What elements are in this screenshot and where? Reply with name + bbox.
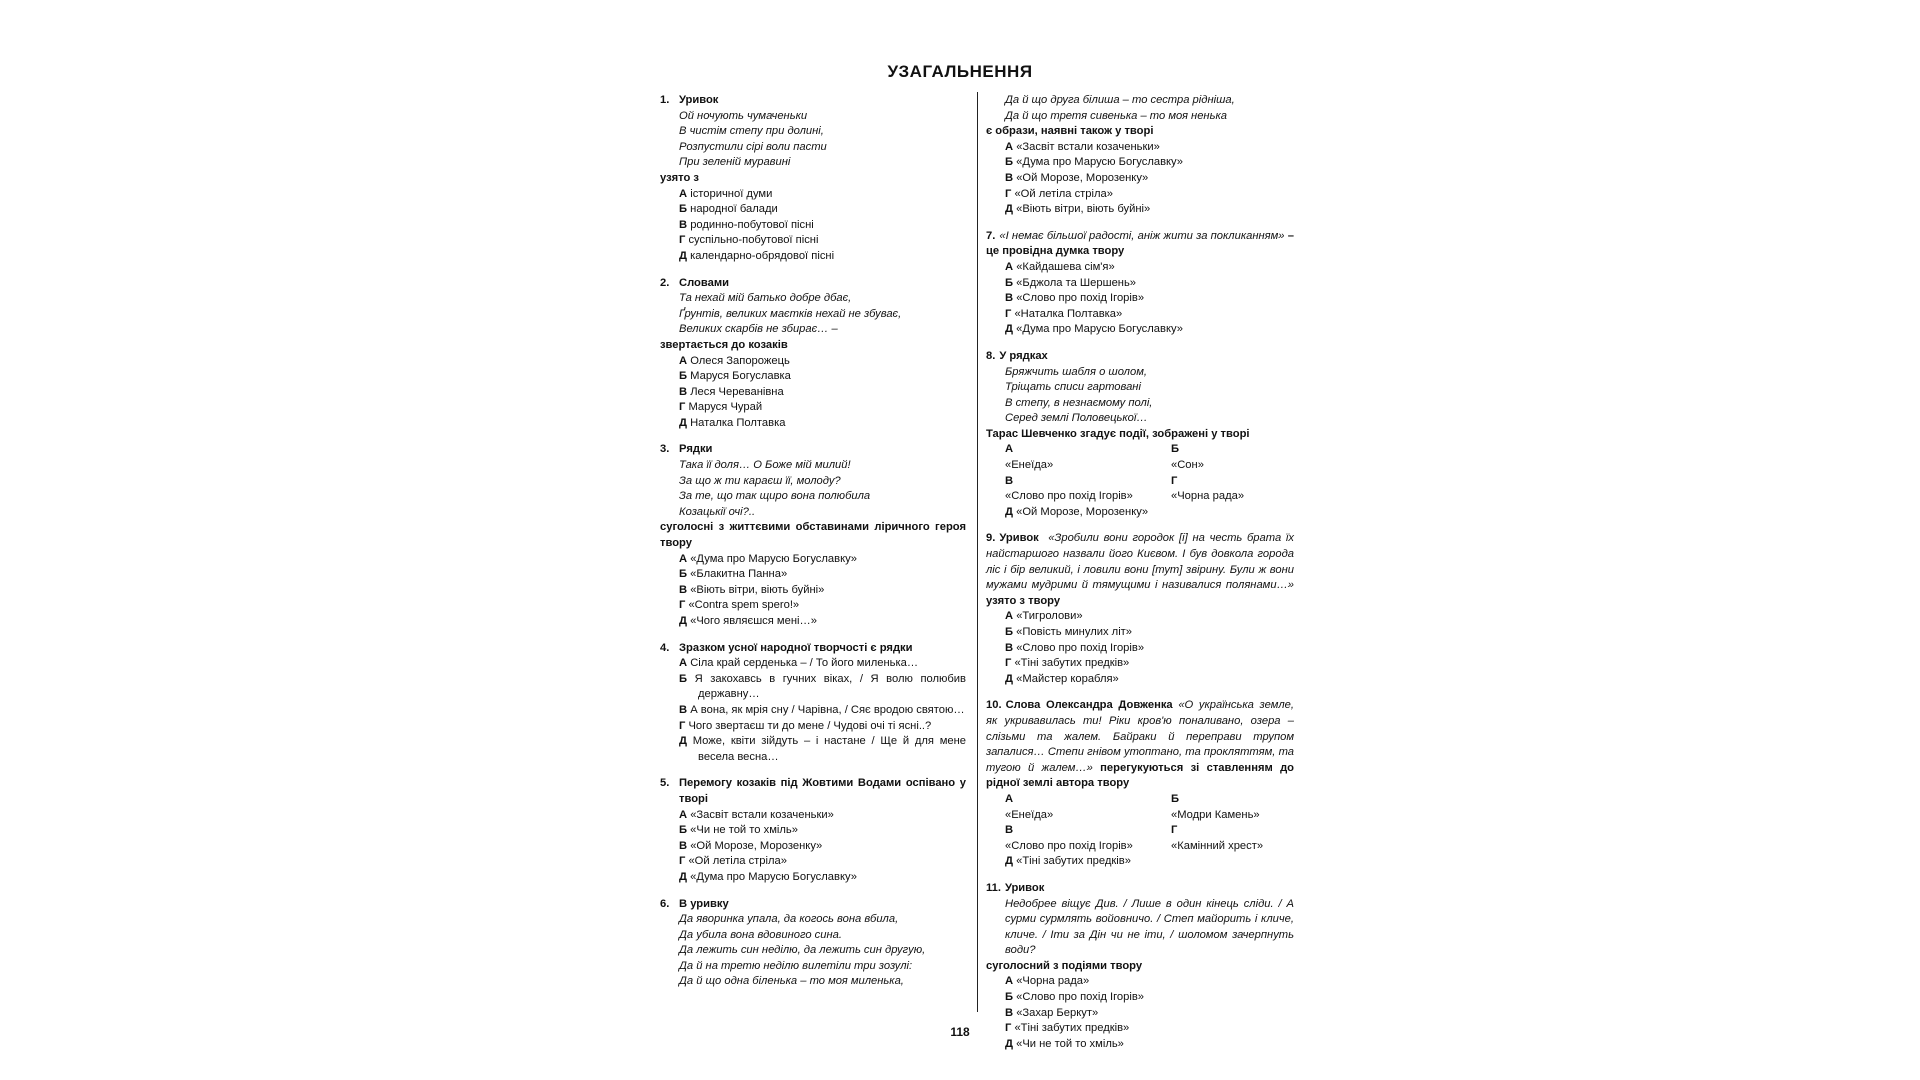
answer-option-h[interactable]: Г «Тіні забутих предків» — [1005, 1022, 1130, 1035]
question-number: 8. — [986, 349, 996, 362]
question-7 — [986, 229, 1294, 338]
answer-option-a[interactable]: А Сіла край серденька – / То його миленька… — [679, 657, 919, 670]
poem-line: Серед землі Половецької… — [1005, 412, 1148, 425]
answer-option-h[interactable]: Г суспільно-побутової пісні — [679, 234, 819, 247]
poem-line: Да й на третю неділю вилетіли три зозулі: — [679, 959, 913, 972]
answer-option-d[interactable]: Д «Майстер корабля» — [1005, 672, 1119, 685]
question-number: 4. — [660, 641, 670, 654]
answer-option-a[interactable]: А «Чорна рада» — [1005, 975, 1090, 988]
poem-line: Бряжчить шабля о шолом, — [1005, 365, 1147, 378]
answer-option-v[interactable]: В «Слово про похід Ігорів» — [1005, 474, 1133, 503]
answer-option-v[interactable]: В А вона, як мрія сну / Чарівна, / Сяє вродою святою… — [679, 703, 965, 716]
question-head: Словами — [679, 276, 729, 289]
question-9 — [986, 531, 1294, 687]
poem-line: Великих скарбів не збирає… – — [679, 323, 838, 336]
answer-option-d[interactable]: Д «Тіні забутих предків» — [1005, 855, 1131, 868]
answer-option-a[interactable]: А «Кайдашева сім'я» — [1005, 260, 1115, 273]
answer-option-v[interactable]: В «Ой Морозе, Морозенку» — [679, 839, 823, 852]
answer-option-d[interactable]: Д «Ой Морозе, Морозенку» — [1005, 505, 1149, 518]
answer-option-h[interactable]: Г «Камінний хрест» — [1171, 824, 1264, 852]
question-3 — [660, 442, 966, 629]
answer-option-v[interactable]: В родинно-побутової пісні — [679, 218, 814, 231]
poem-line: Розпустили сірі воли пасти — [679, 140, 827, 153]
question-head: Зразком усної народної творчості є рядки — [679, 641, 913, 654]
question-number: 10. — [986, 699, 1002, 712]
question-5 — [660, 776, 966, 885]
poem-line: Да яворинка упала, да когось вона вбила, — [679, 913, 899, 926]
column-divider — [977, 92, 978, 1012]
poem-line: Да убила вона вдовиного сина. — [679, 928, 842, 941]
question-head: В уривку — [679, 897, 729, 910]
answer-option-b[interactable]: Б «Слово про похід Ігорів» — [1005, 991, 1144, 1004]
answer-option-b[interactable]: Б «Бджола та Шершень» — [1005, 276, 1137, 289]
right-column — [986, 93, 1294, 1063]
question-number: 1. — [660, 94, 670, 106]
question-stem: суголосні з життєвими обставинами ліричного героя твору — [660, 521, 966, 550]
answer-option-a[interactable]: А «Енеїда» — [1005, 443, 1054, 472]
answer-option-b[interactable]: Б «Чи не той то хміль» — [679, 824, 798, 837]
answer-option-a[interactable]: А «Засвіт встали козаченьки» — [679, 808, 834, 821]
answer-option-b[interactable]: Б «Повість минулих літ» — [1005, 626, 1133, 638]
answer-option-d[interactable]: Д календарно-обрядової пісні — [679, 249, 835, 262]
answer-option-h[interactable]: Г Маруся Чурай — [679, 401, 763, 414]
question-6-continued — [986, 93, 1294, 218]
answer-option-v[interactable]: В «Віють вітри, віють буйні» — [679, 583, 825, 596]
question-stem: суголосний з подіями твору — [986, 959, 1143, 972]
answer-option-b[interactable]: Б Я закохавсь в гучних віках, / Я волю полюбив державну… — [679, 672, 966, 701]
question-1 — [660, 93, 966, 265]
answer-option-b[interactable]: Б «Модри Камень» — [1171, 792, 1260, 821]
answer-option-b[interactable]: Б «Блакитна Панна» — [679, 568, 788, 581]
answer-option-d[interactable]: Д «Дума про Марусю Богуславку» — [1005, 323, 1183, 336]
question-quote: Недобрее віщує Див. / Лише в один кінець сліди. / А сурми сурмлять войовничо. / Степ майорить і кличе, кличе. / Іти за Дін чи не іти, / шоломом зачерпнуть води? — [1005, 897, 1294, 957]
question-head: Слова Олександра Довженка — [1005, 699, 1173, 712]
answer-option-b[interactable]: Б «Дума про Марусю Богуславку» — [1005, 156, 1183, 169]
answer-option-a[interactable]: А «Енеїда» — [1005, 792, 1054, 821]
poem-line: За що ж ти караєш її, молоду? — [679, 474, 841, 487]
poem-line: Тріщать списи гартовані — [1005, 381, 1141, 394]
answer-option-b[interactable]: Б Маруся Богуславка — [679, 370, 791, 383]
question-head: Уривок — [1004, 881, 1045, 894]
answer-option-a[interactable]: А Олеся Запорожець — [679, 354, 790, 367]
question-stem: узято з твору — [986, 594, 1061, 607]
answer-option-v[interactable]: В «Слово про похід Ігорів» — [1005, 641, 1145, 654]
question-head: У рядках — [999, 349, 1048, 362]
question-quote: «Зробили вони городок [і] на честь брата їх найстаршого назвали його Києвом. І був довкола города ліс і бір великий, і ловили вони [тут] звірину. Були ж вони мужами мудрими й тямущими і називалися полянами…» — [986, 532, 1294, 592]
poem-line: Ой ночують чумаченьки — [679, 109, 808, 122]
question-stem: є образи, наявні також у творі — [986, 125, 1154, 138]
answer-option-d[interactable]: Д «Чого являєшся мені…» — [679, 615, 817, 627]
poem-line: Да лежить син неділю, да лежить син другую, — [679, 944, 926, 957]
answer-option-v[interactable]: В «Слово про похід Ігорів» — [1005, 824, 1133, 852]
poem-line: Да й що друга білиша – то сестра рідніша, — [1005, 94, 1235, 106]
question-head: Рядки — [679, 443, 713, 456]
answer-option-h[interactable]: Г Чого звертаєш ти до мене / Чудові очі ті ясні..? — [679, 719, 932, 732]
answer-option-h[interactable]: Г «Наталка Полтавка» — [1005, 307, 1123, 320]
question-2 — [660, 276, 966, 432]
answer-option-d[interactable]: Д «Чи не той то хміль» — [1005, 1037, 1124, 1050]
answer-option-d[interactable]: Д Може, квіти зійдуть – і настане / Ще й для мене весела весна… — [679, 735, 967, 763]
question-number: 3. — [660, 443, 670, 456]
question-quote: «І немає більшої радості, аніж жити за покликанням» — [999, 229, 1285, 242]
answer-option-a[interactable]: А «Тигролови» — [1005, 610, 1083, 623]
poem-line: Да й що третя сивенька – то моя ненька — [1005, 109, 1227, 122]
answer-option-h[interactable]: Г «Ой летіла стріла» — [679, 855, 787, 868]
answer-option-a[interactable]: А історичної думи — [679, 187, 773, 200]
answer-option-a[interactable]: А «Дума про Марусю Богуславку» — [679, 552, 858, 565]
options-grid — [986, 792, 1294, 854]
question-8 — [986, 349, 1294, 521]
poem-line: Козацькії очі?.. — [679, 505, 756, 518]
answer-option-v[interactable]: В «Слово про похід Ігорів» — [1005, 292, 1145, 305]
question-stem: звертається до козаків — [660, 338, 788, 351]
question-stem: – це провідна думка твору — [986, 229, 1295, 258]
answer-option-b[interactable]: Б народної балади — [679, 203, 778, 216]
answer-option-v[interactable]: В «Ой Морозе, Морозенку» — [1005, 171, 1149, 184]
question-number: 7. — [986, 229, 996, 242]
question-stem: Тарас Шевченко згадує події, зображені у творі — [986, 427, 1250, 440]
question-number: 6. — [660, 897, 670, 910]
question-quote: «О українська земле, як укривавилась ти! Ріки кров'ю поналивано, озера – слізьми та жалем. Байраки й переправи трупом запалися… Степи гнівом утоптано, та прокляттям, та тугою й жалем…» — [986, 699, 1294, 774]
question-4 — [660, 641, 966, 766]
options-grid — [986, 442, 1294, 504]
poem-line: Та нехай мій батько добре дбає, — [679, 292, 852, 305]
answer-option-h[interactable]: Г «Чорна рада» — [1171, 474, 1245, 503]
answer-option-d[interactable]: Д «Віють вітри, віють буйні» — [1005, 203, 1151, 216]
poem-line: В чистім степу при долині, — [679, 125, 824, 138]
answer-option-d[interactable]: Д «Дума про Марусю Богуславку» — [679, 870, 857, 883]
poem-line: Ґрунтів, великих маєтків нехай не збуває, — [679, 307, 902, 320]
left-column — [660, 93, 966, 1001]
answer-option-v[interactable]: В Леся Череванівна — [679, 385, 784, 398]
page-title: УЗАГАЛЬНЕННЯ — [887, 62, 1033, 81]
answer-option-h[interactable]: Г «Тіні забутих предків» — [1005, 657, 1130, 670]
answer-option-b[interactable]: Б «Сон» — [1171, 443, 1204, 472]
question-number: 11. — [986, 881, 1001, 894]
question-head: Уривок — [999, 532, 1039, 545]
answer-option-a[interactable]: А «Засвіт встали козаченьки» — [1005, 140, 1160, 153]
page-number: 118 — [950, 1025, 970, 1039]
poem-line: Да й що одна біленька – то моя миленька, — [679, 975, 904, 988]
question-stem: перегукуються зі ставленням до рідної землі автора твору — [986, 761, 1295, 790]
question-number: 2. — [660, 276, 670, 289]
question-6 — [660, 897, 966, 991]
poem-line: В степу, в незнаємому полі, — [1005, 396, 1153, 409]
question-number: 5. — [660, 777, 670, 790]
question-10 — [986, 698, 1294, 870]
answer-option-d[interactable]: Д Наталка Полтавка — [679, 416, 786, 429]
question-stem: узято з — [660, 171, 699, 184]
question-head: Перемогу козаків під Жовтими Водами оспівано у творі — [679, 777, 966, 805]
answer-option-h[interactable]: Г «Ой летіла стріла» — [1005, 187, 1113, 200]
answer-option-h[interactable]: Г «Contra spem spero!» — [679, 599, 800, 612]
answer-option-v[interactable]: В «Захар Беркут» — [1005, 1006, 1099, 1019]
question-head: Уривок — [679, 94, 719, 106]
poem-line: При зеленій муравині — [679, 156, 791, 169]
poem-line: Така її доля… О Боже мій милий! — [679, 459, 851, 472]
poem-line: За те, що так щиро вона полюбила — [679, 490, 871, 503]
question-number: 9. — [986, 532, 996, 545]
